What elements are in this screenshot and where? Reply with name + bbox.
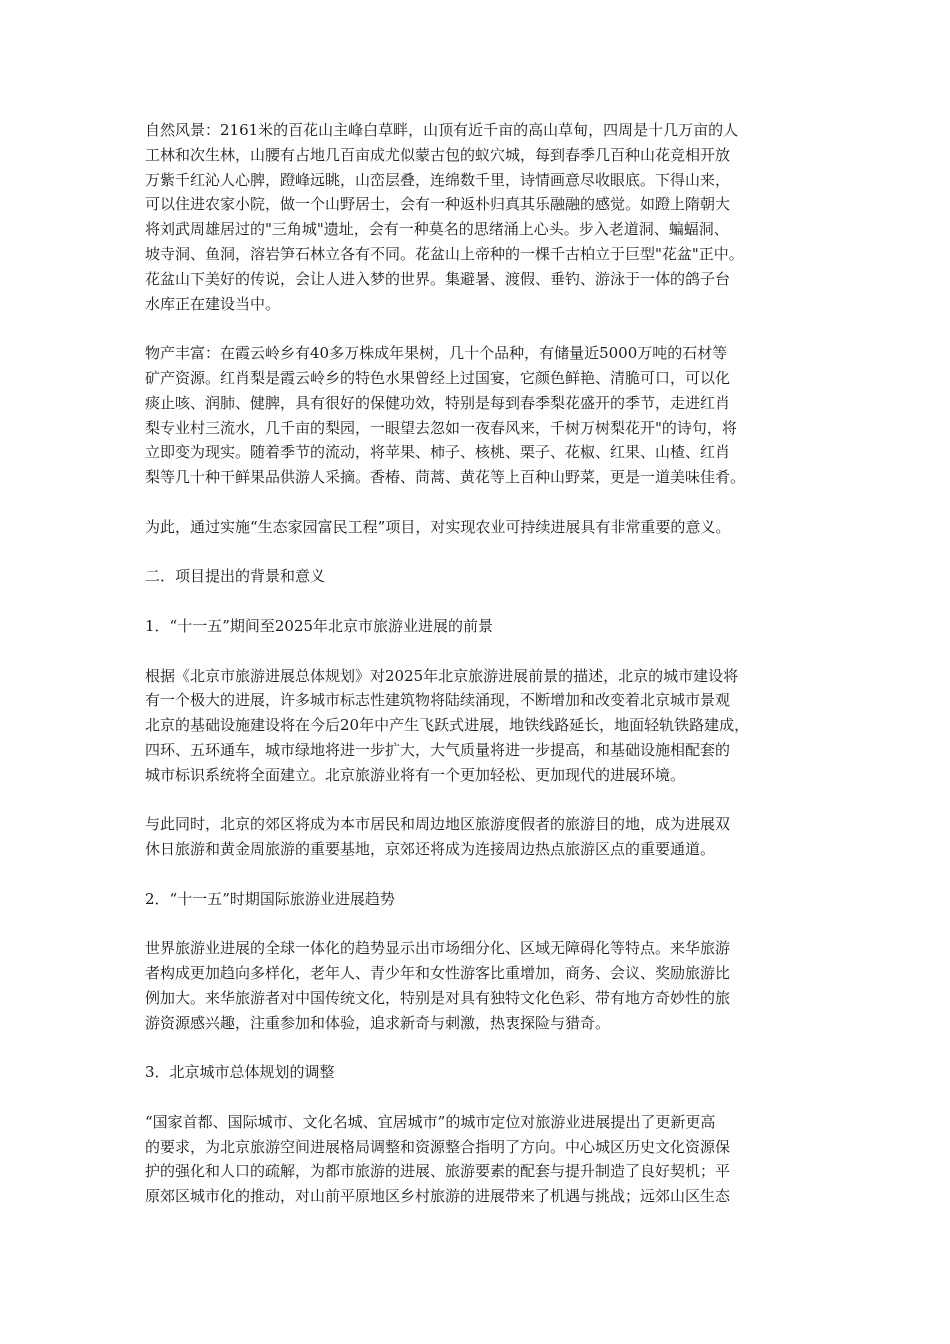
text-line: 梨等几十种干鲜果品供游人采摘。香椿、茼蒿、黄花等上百种山野菜，更是一道美味佳肴。: [145, 468, 746, 487]
text-line: 四环、五环通车，城市绿地将进一步扩大，大气质量将进一步提高，和基础设施相配套的: [145, 740, 731, 759]
text-line: 痰止咳、润肺、健脾，具有很好的保健功效，特别是每到春季梨花盛开的季节，走进红肖: [145, 393, 731, 412]
text-line: 世界旅游业进展的全球一体化的趋势显示出市场细分化、区域无障碍化等特点。来华旅游: [145, 939, 731, 958]
section-heading: [145, 614, 820, 639]
text-line: 根据《北京市旅游进展总体规划》对2025年北京旅游进展前景的描述，北京的城市建设将: [145, 666, 739, 685]
text-line: 水库正在建设当中。: [145, 294, 281, 313]
paragraph: [145, 664, 820, 788]
text-line: 原郊区城市化的推动，对山前平原地区乡村旅游的进展带来了机遇与挑战；远郊山区生态: [145, 1187, 731, 1206]
text-line: 花盆山下美好的传说，会让人进入梦的世界。集避暑、渡假、垂钓、游泳于一体的鸽子台: [145, 269, 731, 288]
text-line: 坡寺洞、鱼洞，溶岩笋石林立各有不同。花盆山上帝种的一棵千古柏立于巨型"花盆"正中。: [145, 244, 744, 263]
text-line: 二．项目提出的背景和意义: [145, 567, 326, 586]
text-line: 北京的基础设施建设将在今后20年中产生飞跃式进展，地铁线路延长，地面轻轨铁路建成，: [145, 716, 750, 735]
text-line: 将刘武周雄居过的"三角城"遗址，会有一种莫名的思绪涌上心头。步入老道洞、蝙蝠洞、: [145, 220, 729, 239]
text-line: 与此同时，北京的郊区将成为本市居民和周边地区旅游度假者的旅游目的地，成为进展双: [145, 815, 731, 834]
text-line: 万紫千红沁人心脾，蹬峰远眺，山峦层叠，连绵数千里，诗情画意尽收眼底。下得山来，: [145, 170, 731, 189]
text-line: 城市标识系统将全面建立。北京旅游业将有一个更加轻松、更加现代的进展环境。: [145, 765, 686, 784]
text-line: 3．北京城市总体规划的调整: [145, 1063, 335, 1082]
document-page: [145, 118, 820, 1234]
paragraph: [145, 812, 820, 862]
paragraph: [145, 118, 820, 316]
section-heading: [145, 1060, 820, 1085]
text-line: 有一个极大的进展，许多城市标志性建筑物将陆续涌现，不断增加和改变着北京城市景观: [145, 691, 731, 710]
text-line: 例加大。来华旅游者对中国传统文化，特别是对具有独特文化色彩、带有地方奇妙性的旅: [145, 988, 731, 1007]
text-line: 工林和次生林，山腰有占地几百亩成尤似蒙古包的蚁穴城，每到春季几百种山花竞相开放: [145, 145, 731, 164]
paragraph: [145, 341, 820, 490]
text-line: 者构成更加趋向多样化，老年人、青少年和女性游客比重增加，商务、会议、奖励旅游比: [145, 964, 731, 983]
text-line: 2．“十一五”时期国际旅游业进展趋势: [145, 889, 395, 908]
text-line: 护的强化和人口的疏解，为都市旅游的进展、旅游要素的配套与提升制造了良好契机；平: [145, 1162, 731, 1181]
paragraph: [145, 936, 820, 1035]
text-line: “国家首都、国际城市、文化名城、宜居城市”的城市定位对旅游业进展提出了更新更高: [145, 1112, 716, 1131]
text-line: 的要求，为北京旅游空间进展格局调整和资源整合指明了方向。中心城区历史文化资源保: [145, 1137, 731, 1156]
text-line: 物产丰富：在霞云岭乡有40多万株成年果树，几十个品种，有储量近5000万吨的石材等: [145, 344, 728, 363]
text-line: 为此，通过实施“生态家园富民工程”项目，对实现农业可持续进展具有非常重要的意义。: [145, 517, 731, 536]
text-line: 1．“十一五”期间至2025年北京市旅游业进展的前景: [145, 616, 494, 635]
text-line: 休日旅游和黄金周旅游的重要基地，京郊还将成为连接周边热点旅游区点的重要通道。: [145, 840, 716, 859]
text-line: 游资源感兴趣，注重参加和体验，追求新奇与刺激，热衷探险与猎奇。: [145, 1013, 611, 1032]
text-line: 矿产资源。红肖梨是霞云岭乡的特色水果曾经上过国宴，它颜色鲜艳、清脆可口，可以化: [145, 368, 731, 387]
text-line: 自然风景：2161米的百花山主峰白草畔，山顶有近千亩的高山草甸，四周是十几万亩的人: [145, 121, 739, 139]
text-line: 可以住进农家小院，做一个山野居士，会有一种返朴归真其乐融融的感觉。如蹬上隋朝大: [145, 195, 731, 214]
text-line: 立即变为现实。随着季节的流动，将苹果、柿子、核桃、栗子、花椒、红果、山楂、红肖: [145, 443, 731, 462]
text-line: 梨专业村三流水，几千亩的梨园，一眼望去忽如一夜春风来，千树万树梨花开"的诗句，将: [145, 418, 737, 437]
section-heading: [145, 564, 820, 589]
paragraph: [145, 515, 820, 540]
section-heading: [145, 887, 820, 912]
paragraph: [145, 1110, 820, 1209]
